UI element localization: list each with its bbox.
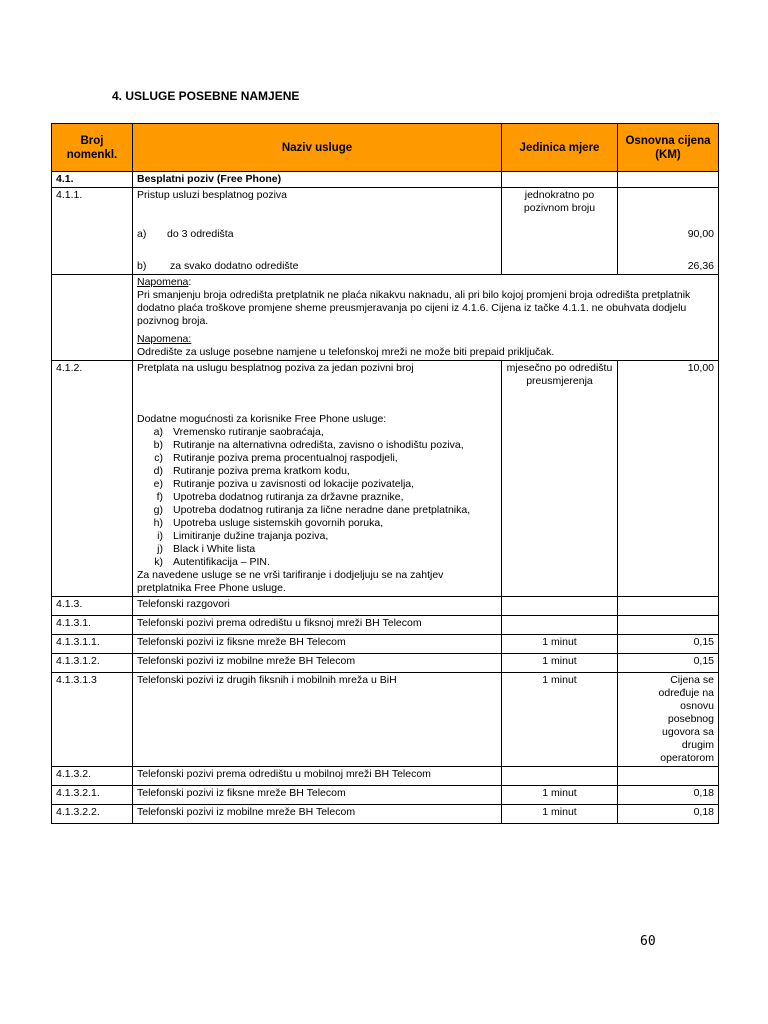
option-letter: a) <box>137 228 147 240</box>
list-item: b) Rutiranje na alternativna odredišta, zavisno o ishodištu poziva, <box>153 439 464 451</box>
table-row-4-1-3-2-1 <box>52 786 719 805</box>
list-item: f) Upotreba dodatnog rutiranja za državne praznike, <box>156 491 404 503</box>
row-unit: 1 minut <box>502 786 618 805</box>
option-letter: b) <box>137 260 147 272</box>
row-name: Pretplata na uslugu besplatnog poziva za jedan pozivni broj <box>137 362 414 374</box>
price-a: 90,00 <box>687 228 714 240</box>
row-code: 4.1.3.1.3 <box>52 673 133 767</box>
list-item: g) Upotreba dodatnog rutiranja za lične neradne dane pretplatnika, <box>153 504 471 516</box>
row-name: Telefonski pozivi iz mobilne mreže BH Telecom <box>133 654 502 673</box>
note-label: Napomena <box>137 276 189 288</box>
options-outro: Za navedene usluge se ne vrši tarifiranje i dodjeljuju se na zahtjev pretplatnika Free Phone usluge. <box>137 569 444 594</box>
row-code: 4.1.3.2. <box>52 767 133 786</box>
table-row-4-1-1 <box>52 188 719 275</box>
list-item: a) Vremensko rutiranje saobraćaja, <box>153 426 324 438</box>
table-row-4-1-3-2-2 <box>52 805 719 824</box>
row-name: Telefonski pozivi prema odredištu u mobilnoj mreži BH Telecom <box>133 767 502 786</box>
table-row-4-1-3-1 <box>52 616 719 635</box>
options-intro: Dodatne mogućnosti za korisnike Free Phone usluge: <box>137 413 387 425</box>
row-code: 4.1.3.1.2. <box>52 654 133 673</box>
table-row-4-1-3-1-3 <box>52 673 719 767</box>
note-label-2: Napomena: <box>137 333 192 345</box>
list-item: c) Rutiranje poziva prema procentualnoj raspodjeli, <box>154 452 398 464</box>
row-price: Cijena se određuje na osnovu posebnog ugovora sa drugim operatorom <box>618 673 719 767</box>
row-name: Pristup usluzi besplatnog poziva <box>137 189 288 201</box>
table-row-4-1-3-2 <box>52 767 719 786</box>
table-header-row <box>52 124 719 172</box>
option-a <box>137 228 497 241</box>
option-text: za svako dodatno odredište <box>170 260 299 272</box>
header-unit: Jedinica mjere <box>502 124 618 172</box>
row-unit: 1 minut <box>502 654 618 673</box>
table-row-4-1-2 <box>52 361 719 597</box>
row-name: Telefonski pozivi iz mobilne mreže BH Telecom <box>133 805 502 824</box>
section-title: 4. USLUGE POSEBNE NAMJENE <box>112 89 300 103</box>
row-price-cell <box>618 188 719 275</box>
row-name: Telefonski pozivi iz fiksne mreže BH Telecom <box>133 786 502 805</box>
price-b: 26,36 <box>687 260 714 272</box>
note-text: Pri smanjenju broja odredišta pretplatnik ne plaća nikakvu naknadu, ali pri bilo kojoj promjeni broja odredišta pretplatnik dodatno plaća troškove promjene sheme preusmjeravanja po cijeni iz 4.1.6. Cijena iz tačke 4.1.1. ne obuhvata dodjelu pozivnog broja. <box>137 289 691 327</box>
row-name: Telefonski pozivi iz drugih fiksnih i mobilnih mreža u BiH <box>133 673 502 767</box>
row-code: 4.1.1. <box>52 188 133 275</box>
row-unit: 1 minut <box>502 673 618 767</box>
row-name: Besplatni poziv (Free Phone) <box>133 172 502 188</box>
row-price: 0,15 <box>618 635 719 654</box>
option-b <box>137 260 497 273</box>
row-unit <box>502 172 618 188</box>
row-price: 0,18 <box>618 805 719 824</box>
row-code: 4.1.3.1.1. <box>52 635 133 654</box>
header-code: Broj nomenkl. <box>52 124 133 172</box>
row-code: 4.1.3.2.2. <box>52 805 133 824</box>
header-price: Osnovna cijena (KM) <box>618 124 719 172</box>
row-unit: mjesečno po odredištu preusmjerenja <box>502 361 618 597</box>
row-price: 0,15 <box>618 654 719 673</box>
list-item: d) Rutiranje poziva prema kratkom kodu, <box>153 465 350 477</box>
table-row-4-1-3-1-2 <box>52 654 719 673</box>
table-row-4-1 <box>52 172 719 188</box>
header-name: Naziv usluge <box>133 124 502 172</box>
row-price: 10,00 <box>618 361 719 597</box>
row-price <box>618 172 719 188</box>
row-name: Telefonski pozivi prema odredištu u fiksnoj mreži BH Telecom <box>133 616 502 635</box>
list-item: h) Upotreba usluge sistemskih govornih poruka, <box>153 517 384 529</box>
table-row-note <box>52 275 719 361</box>
table-row-4-1-3 <box>52 597 719 616</box>
list-item: k) Autentifikacija – PIN. <box>154 556 270 568</box>
row-price: 0,18 <box>618 786 719 805</box>
row-unit: 1 minut <box>502 805 618 824</box>
list-item: j) Black i White lista <box>157 543 256 555</box>
options-list <box>137 426 497 569</box>
row-unit: jednokratno po pozivnom broju <box>502 188 618 275</box>
note-cell: Napomena: Pri smanjenju broja odredišta pretplatnik ne plaća nikakvu naknadu, ali pri bilo kojoj promjeni broja odredišta pretplatnik dodatno plaća troškove promjene sheme preusmjeravanja po cijeni iz 4.1.6. Cijena iz tačke 4.1.1. ne obuhvata dodjelu pozivnog broja. Napomena: Odredište za usluge posebne namjene u telefonskoj mreži ne može biti prepaid priključak. <box>133 275 719 361</box>
row-code: 4.1. <box>52 172 133 188</box>
row-name: Telefonski pozivi iz fiksne mreže BH Telecom <box>133 635 502 654</box>
list-item: e) Rutiranje poziva u zavisnosti od lokacije pozivatelja, <box>153 478 415 490</box>
page-number: 60 <box>640 934 656 949</box>
list-item: i) Limitiranje dužine trajanja poziva, <box>157 530 329 542</box>
tariff-table <box>51 123 719 824</box>
row-code: 4.1.3. <box>52 597 133 616</box>
row-unit: 1 minut <box>502 635 618 654</box>
row-name-cell <box>133 188 502 275</box>
row-code: 4.1.2. <box>52 361 133 597</box>
table-row-4-1-3-1-1 <box>52 635 719 654</box>
row-name-cell <box>133 361 502 597</box>
row-code: 4.1.3.2.1. <box>52 786 133 805</box>
option-text: do 3 odredišta <box>167 228 234 240</box>
note-text-2: Odredište za usluge posebne namjene u telefonskoj mreži ne može biti prepaid priključak. <box>137 346 555 358</box>
row-code: 4.1.3.1. <box>52 616 133 635</box>
row-name: Telefonski razgovori <box>133 597 502 616</box>
